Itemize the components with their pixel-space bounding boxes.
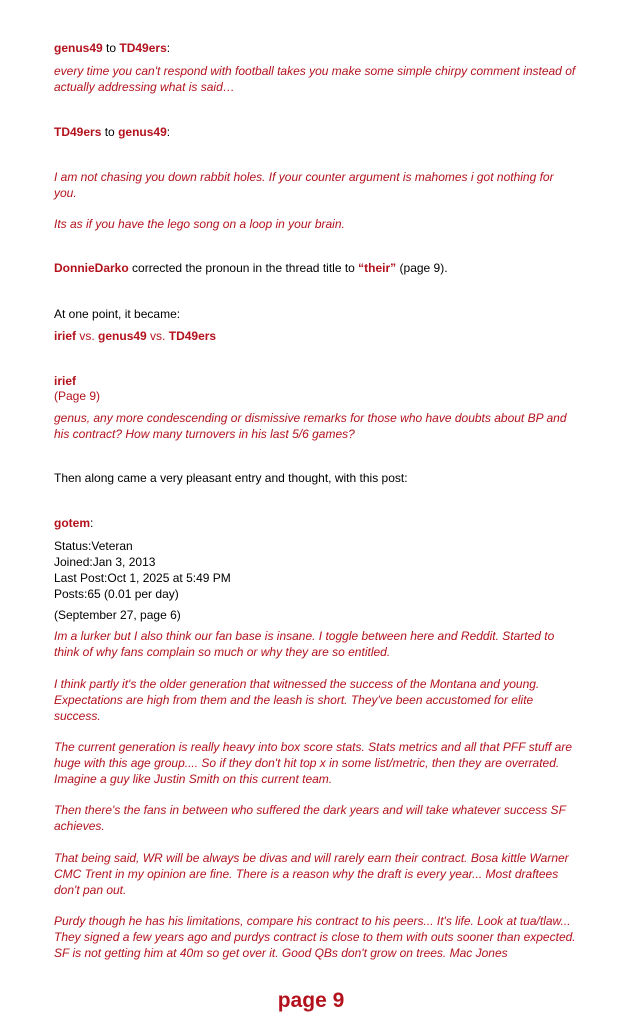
page-number: page 9 xyxy=(277,989,345,1012)
highlight-word: “their” xyxy=(358,261,397,275)
quote-paragraph: Im a lurker but I also think our fan base is insane. I toggle between here and Reddit. Started to think of why fans complain so much or why they are so entitled. xyxy=(54,629,555,659)
username: DonnieDarko xyxy=(54,261,129,275)
username: TD49ers xyxy=(168,329,217,343)
quote-paragraph: The current generation is really heavy into box score stats. Stats metrics and all that PFF stuff are huge with this age group.... So if they don't hit top x in some list/metric, then they are overrated. Imagine a guy like Justin Smith on this current team. xyxy=(54,740,573,786)
username: genus49 xyxy=(98,329,147,343)
intro-text: Then along came a very pleasant entry and thought, with this post: xyxy=(54,471,408,485)
page-ref: (Page 9) xyxy=(54,389,101,403)
post-header xyxy=(54,516,93,531)
correction-text: corrected the pronoun in the thread title to xyxy=(128,261,359,275)
quote-text: genus, any more condescending or dismissive remarks for those who have doubts about BP and his contract? How many turnovers in his last 5/6 games? xyxy=(54,411,567,441)
correction-text: (page 9). xyxy=(396,261,448,275)
quote-paragraph: Purdy though he has his limitations, compare his contract to his peers... It's life. Look at tua/tlaw... They signed a few years ago and purdys contract is close to them with outs sooner than expected. SF is not getting him at 40m so get over it. Good QBs don't grow on trees. Mac Jones xyxy=(54,914,576,960)
user-posts: Posts:65 (0.01 per day) xyxy=(54,587,179,601)
vs-text: vs. xyxy=(146,329,169,343)
post-date: (September 27, page 6) xyxy=(54,608,181,622)
user-last-post: Last Post:Oct 1, 2025 at 5:49 PM xyxy=(54,571,231,585)
quote-paragraph: That being said, WR will be always be divas and will rarely earn their contract. Bosa kittle Warner CMC Trent in my opinion are fine. There is a reason why the draft is every year... Most draftees don't pan out. xyxy=(54,851,569,897)
post-header xyxy=(54,41,170,56)
quote-paragraph: Then there's the fans in between who suffered the dark years and will take whatever success SF achieves. xyxy=(54,803,566,833)
username: TD49ers xyxy=(54,125,102,139)
username: genus49 xyxy=(54,41,103,55)
to-text: to xyxy=(102,41,120,55)
user-status: Status:Veteran xyxy=(54,539,133,553)
quote-paragraph: I think partly it's the older generation that witnessed the success of the Montana and young. Expectations are high from them and the leash is short. They've been accustomed for elite success. xyxy=(54,677,540,723)
vs-text: vs. xyxy=(76,329,99,343)
quote-text: Its as if you have the lego song on a loop in your brain. xyxy=(54,217,345,231)
became-line: At one point, it became: xyxy=(54,307,181,321)
to-text: to xyxy=(101,125,119,139)
quote-text: every time you can't respond with football takes you make some simple chirpy comment instead of actually addressing what is said… xyxy=(54,64,576,94)
versus-line xyxy=(54,329,216,344)
correction-line xyxy=(54,261,594,276)
username: genus49 xyxy=(118,125,167,139)
quote-text: I am not chasing you down rabbit holes. If your counter argument is mahomes i got nothing for you. xyxy=(54,170,554,200)
colon: : xyxy=(90,516,94,530)
user-joined: Joined:Jan 3, 2013 xyxy=(54,555,156,569)
colon: : xyxy=(166,41,171,55)
username: irief xyxy=(54,329,77,343)
colon: : xyxy=(166,125,171,139)
username: irief xyxy=(54,374,77,388)
username: gotem xyxy=(54,516,90,530)
post-header xyxy=(54,125,170,140)
username: TD49ers xyxy=(119,41,167,55)
